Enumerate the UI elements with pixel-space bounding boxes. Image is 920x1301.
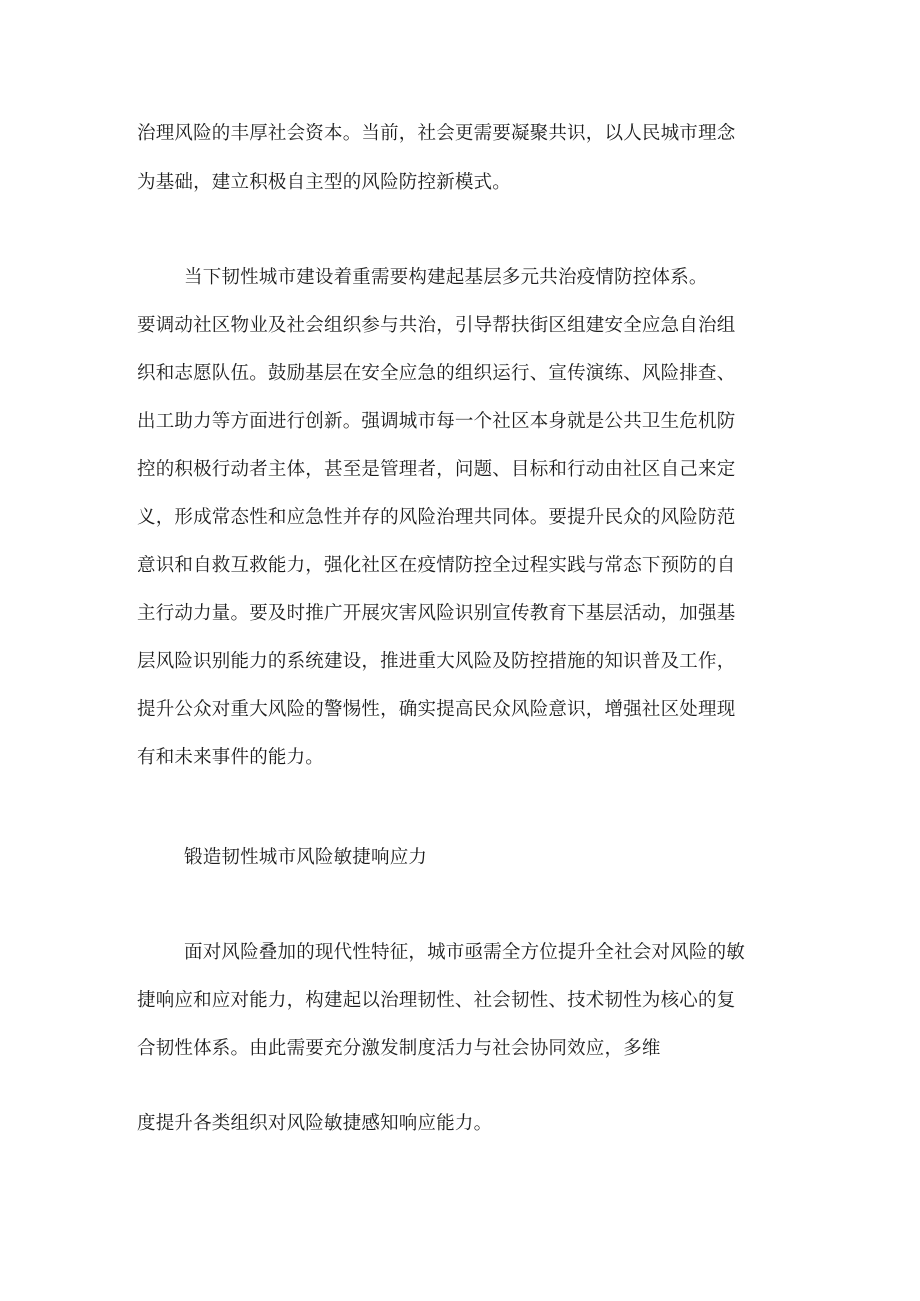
p2-line-1: 当下韧性城市建设着重需要构建起基层多元共治疫情防控体系。: [184, 267, 708, 288]
p1-line-2: 为基础，建立积极自主型的风险防控新模式。: [137, 172, 512, 193]
section-heading: 锻造韧性城市风险敏捷响应力: [184, 847, 428, 868]
p2-line-3: 织和志愿队伍。鼓励基层在安全应急的组织运行、宣传演练、风险排查、: [137, 363, 736, 384]
p2-line-6: 义，形成常态性和应急性并存的风险治理共同体。要提升民众的风险防范: [137, 507, 736, 528]
p2-line-11: 有和未来事件的能力。: [137, 747, 325, 768]
p3-line-2: 捷响应和应对能力，构建起以治理韧性、社会韧性、技术韧性为核心的复: [137, 990, 736, 1011]
p2-line-10: 提升公众对重大风险的警惕性，确实提高民众风险意识，增强社区处理现: [137, 699, 736, 720]
p2-line-8: 主行动力量。要及时推广开展灾害风险识别宣传教育下基层活动，加强基: [137, 603, 736, 624]
p2-line-4: 出工助力等方面进行创新。强调城市每一个社区本身就是公共卫生危机防: [137, 411, 736, 432]
p2-line-5: 控的积极行动者主体，甚至是管理者，问题、目标和行动由社区自己来定: [137, 459, 736, 480]
p3-line-4: 度提升各类组织对风险敏捷感知响应能力。: [137, 1113, 493, 1134]
p1-line-1: 治理风险的丰厚社会资本。当前，社会更需要凝聚共识，以人民城市理念: [137, 123, 736, 144]
p2-line-7: 意识和自救互救能力，强化社区在疫情防控全过程实践与常态下预防的自: [137, 555, 736, 576]
p3-line-3: 合韧性体系。由此需要充分激发制度活力与社会协同效应，多维: [137, 1038, 661, 1059]
p2-line-9: 层风险识别能力的系统建设，推进重大风险及防控措施的知识普及工作，: [137, 651, 736, 672]
p2-line-2: 要调动社区物业及社会组织参与共治，引导帮扶街区组建安全应急自治组: [137, 315, 736, 336]
p3-line-1: 面对风险叠加的现代性特征，城市亟需全方位提升全社会对风险的敏: [184, 942, 746, 963]
